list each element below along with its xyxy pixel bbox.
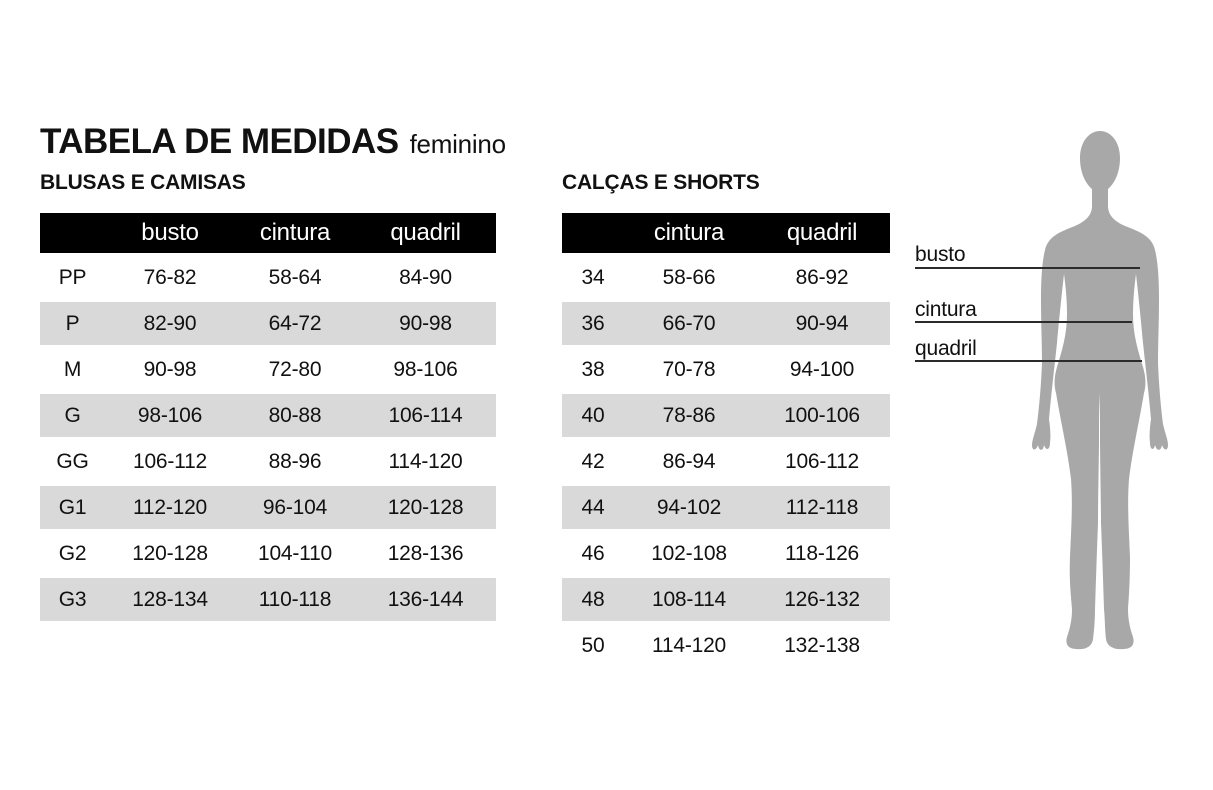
cintura-measure-label: cintura [915,298,977,321]
busto-cell: 112-120 [105,486,235,529]
cintura-cell: 114-120 [651,633,727,657]
busto-cell: 82-90 [105,302,235,345]
table-row-40 [562,394,890,437]
cintura-cell: 80-88 [235,394,355,437]
cintura-guide-line [915,321,1132,323]
size-cell: P [40,302,105,345]
quadril-cell: 90-94 [754,302,890,345]
blusas-section-heading: BLUSAS E CAMISAS [40,171,246,194]
calcas-col-cintura: cintura [624,213,754,253]
page-title-main: TABELA DE MEDIDAS [40,122,399,161]
calcas-section-heading: CALÇAS E SHORTS [562,171,760,194]
table-row-g [40,394,496,437]
blusas-col-cintura: cintura [235,213,355,253]
quadril-cell: 128-136 [387,541,464,565]
cintura-cell: 64-72 [235,302,355,345]
cintura-cell: 108-114 [624,578,754,621]
size-cell: G3 [40,578,105,621]
busto-guide-line [915,267,1140,269]
quadril-cell: 120-128 [355,486,496,529]
size-cell: G1 [40,486,105,529]
busto-cell: 76-82 [143,265,197,289]
size-cell: 38 [581,357,605,381]
table-row-44 [562,486,890,529]
page-title [40,122,506,162]
table-row-46 [562,532,890,575]
cintura-cell: 110-118 [235,578,355,621]
size-cell: G [40,394,105,437]
blusas-table [40,210,496,624]
cintura-cell: 66-70 [624,302,754,345]
size-cell: 50 [581,633,605,657]
quadril-cell: 84-90 [399,265,452,289]
quadril-cell: 114-120 [388,449,463,473]
quadril-guide-line [915,360,1142,362]
table-row-36 [562,302,890,345]
quadril-cell: 106-112 [784,449,860,473]
busto-cell: 90-98 [143,357,197,381]
blusas-col-busto: busto [105,213,235,253]
quadril-measure-label: quadril [915,337,977,360]
table-row-p [40,302,496,345]
size-cell: 34 [581,265,605,289]
cintura-cell: 70-78 [662,357,716,381]
size-cell: 36 [562,302,624,345]
cintura-cell: 104-110 [257,541,333,565]
female-body-silhouette-icon [1025,128,1175,653]
quadril-cell: 106-114 [355,394,496,437]
blusas-col-quadril: quadril [355,213,496,253]
size-cell: G2 [58,541,87,565]
blusas-col-size [40,213,105,253]
blusas-header-row [40,213,496,253]
quadril-cell: 132-138 [784,633,860,657]
cintura-cell: 102-108 [651,541,727,565]
cintura-cell: 96-104 [235,486,355,529]
table-row-g2 [40,532,496,575]
quadril-cell: 94-100 [789,357,855,381]
quadril-cell: 98-106 [393,357,458,381]
busto-measure-label: busto [915,243,966,266]
quadril-cell: 118-126 [784,541,860,565]
cintura-cell: 58-64 [268,265,322,289]
busto-cell: 120-128 [132,541,208,565]
size-cell: M [63,357,82,381]
cintura-cell: 58-66 [662,265,716,289]
table-row-pp [40,256,496,299]
table-row-g3 [40,578,496,621]
quadril-cell: 100-106 [754,394,890,437]
calcas-header-row [562,213,890,253]
size-cell: 40 [562,394,624,437]
table-row-m [40,348,496,391]
calcas-col-size [562,213,624,253]
cintura-cell: 78-86 [624,394,754,437]
size-cell: 44 [562,486,624,529]
busto-cell: 128-134 [105,578,235,621]
table-row-42 [562,440,890,483]
cintura-cell: 88-96 [268,449,322,473]
quadril-cell: 90-98 [355,302,496,345]
size-cell: 42 [581,449,605,473]
table-row-gg [40,440,496,483]
size-cell: 48 [562,578,624,621]
size-cell: PP [58,265,87,289]
quadril-cell: 126-132 [754,578,890,621]
quadril-cell: 112-118 [754,486,890,529]
table-row-50 [562,624,890,667]
calcas-table [562,210,890,670]
busto-cell: 98-106 [105,394,235,437]
busto-cell: 106-112 [132,449,208,473]
table-row-g1 [40,486,496,529]
size-cell: GG [56,449,89,473]
table-row-34 [562,256,890,299]
quadril-cell: 136-144 [355,578,496,621]
cintura-cell: 72-80 [268,357,322,381]
cintura-cell: 94-102 [624,486,754,529]
page-title-subtitle: feminino [409,129,506,159]
calcas-col-quadril: quadril [754,213,890,253]
cintura-cell: 86-94 [662,449,716,473]
table-row-38 [562,348,890,391]
size-cell: 46 [581,541,605,565]
table-row-48 [562,578,890,621]
quadril-cell: 86-92 [795,265,849,289]
